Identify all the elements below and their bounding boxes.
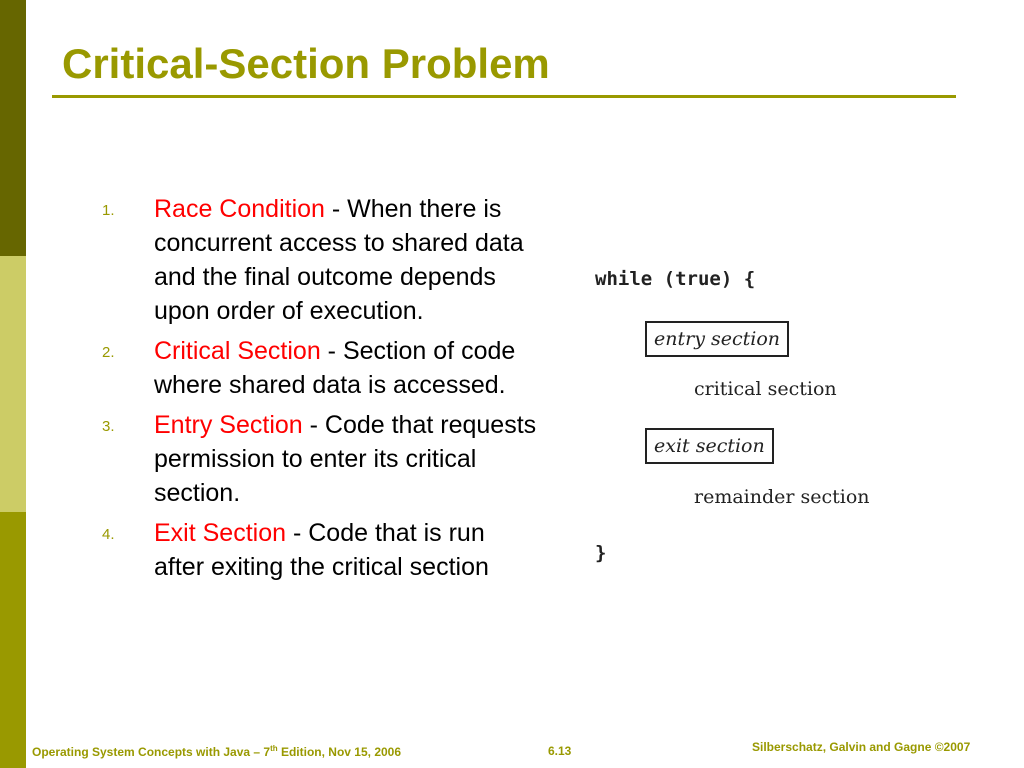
item-number: 2. [102, 344, 115, 361]
footer-authors: Silberschatz, Galvin and Gagne ©2007 [752, 740, 971, 754]
slide-title: Critical-Section Problem [62, 40, 550, 87]
entry-section-box: entry section [645, 321, 789, 357]
item-number: 1. [102, 202, 115, 219]
footer-left-prefix: Operating System Concepts with Java – 7 [32, 745, 271, 759]
item-term: Exit Section [154, 519, 287, 547]
exit-section-box: exit section [645, 428, 774, 464]
footer-left-sup: th [270, 744, 278, 753]
definition-list [100, 192, 540, 590]
item-term: Race Condition [154, 195, 325, 223]
title-underline [52, 95, 956, 98]
side-bar-middle [0, 256, 26, 512]
remainder-section-label: remainder section [694, 486, 870, 508]
code-diagram [595, 264, 895, 584]
critical-section-label: critical section [694, 378, 837, 400]
closing-brace: } [595, 542, 607, 564]
footer-page-number: 6.13 [548, 744, 572, 758]
item-text: - Code that is run after exiting the critical section [154, 519, 489, 581]
footer-left-suffix: Edition, Nov 15, 2006 [277, 745, 402, 759]
list-item [100, 334, 540, 402]
item-number: 3. [102, 418, 115, 435]
side-bar-bottom [0, 512, 26, 768]
list-item [100, 192, 540, 328]
item-text: - Code that requests permission to enter its critical section. [154, 411, 537, 507]
list-item [100, 516, 540, 584]
item-text: - When there is concurrent access to shared data and the final outcome depends upon order of execution. [154, 195, 524, 325]
side-bar-top [0, 0, 26, 256]
footer-course-info [32, 744, 401, 759]
item-term: Critical Section [154, 337, 321, 365]
item-term: Entry Section [154, 411, 303, 439]
list-item [100, 408, 540, 510]
item-text: - Section of code where shared data is accessed. [154, 337, 516, 399]
item-number: 4. [102, 526, 115, 543]
while-line: while (true) { [595, 268, 756, 290]
